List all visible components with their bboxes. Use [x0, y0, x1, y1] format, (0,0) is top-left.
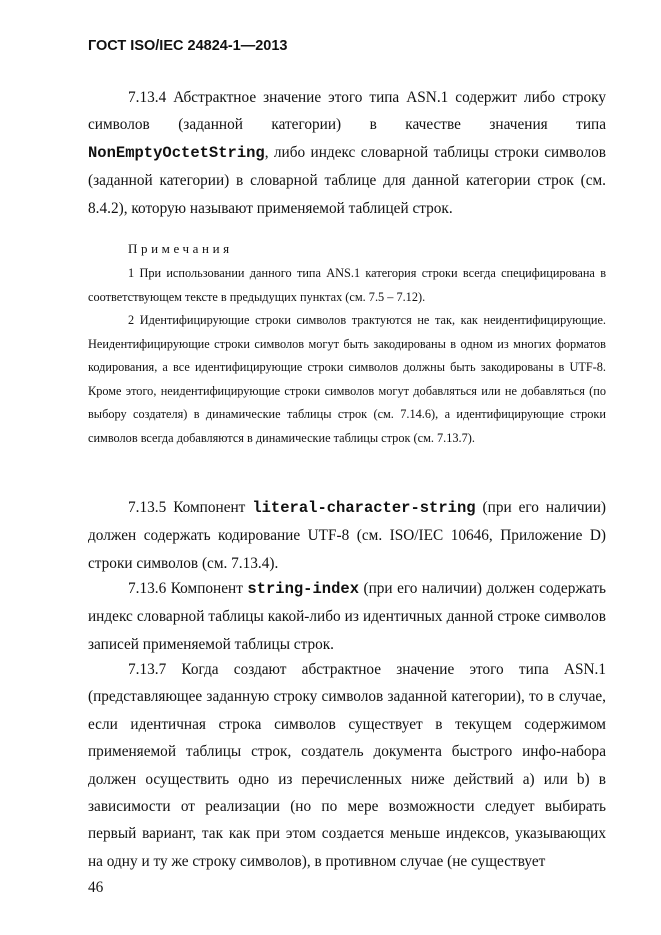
clause-7-13-4-text-b: , либо индекс словарной таблицы строки символов (заданной категории) в словарной таблице для данной категории строк (см. 8.4.2), которую называют применяемой таблицей строк.: [88, 143, 606, 217]
clause-7-13-6: [88, 575, 606, 658]
clause-7-13-5: [88, 494, 606, 577]
code-nonemptyoctetstring: NonEmptyOctetString: [88, 143, 265, 162]
code-string-index: string-index: [247, 580, 359, 598]
note-2: 2 Идентифицирующие строки символов трактуются не так, как неидентифицирующие. Неидентифицирующие строки символов могут быть закодированы в одном из многих форматов кодирования, а все идентифицирующие строки символов должны быть закодированы в UTF-8. Кроме этого, неидентифицирующие строки символов могут добавляться или не добавляться (по выбору создателя) в динамические таблицы строк (см. 7.14.6), а идентифицирующие строки символов всегда добавляются в динамические таблицы строк (см. 7.13.7).: [88, 313, 606, 445]
clause-7-13-5-text-b: (при его наличии) должен содержать кодирование UTF-8 (см. ISO/IEC 10646, Приложение D) строки символов (см. 7.13.4).: [88, 499, 606, 572]
clause-7-13-4-text-a: 7.13.4 Абстрактное значение этого типа ASN.1 содержит либо строку символов (заданной категории) в качестве значения типа: [88, 89, 606, 134]
document-header: ГОСТ ISO/IEC 24824-1—2013: [88, 38, 288, 54]
clause-7-13-5-text-a: 7.13.5 Компонент: [128, 499, 253, 516]
note-1: 1 При использовании данного типа ANS.1 категория строки всегда специфицирована в соответствующем тексте в предыдущих пунктах (см. 7.5 – 7.12).: [88, 266, 606, 304]
notes-title: Примечания: [128, 241, 233, 256]
clause-7-13-4: [88, 84, 606, 222]
clause-7-13-7: 7.13.7 Когда создают абстрактное значение этого типа ASN.1 (представляющее заданную строку символов заданной категории), то в случае, если идентичная строка символов существует в текущем содержимом применяемой таблицы строк, создатель документа быстрого инфо-набора должен осуществить одно из перечисленных ниже действий а) или b) в зависимости от реализации (но по мере возможности следует выбирать первый вариант, так как при этом создается меньше индексов, указывающих на одну и ту же строку символов), в противном случае (не существует: [88, 661, 606, 870]
page-number: 46: [88, 879, 104, 896]
code-literal-character-string: literal-character-string: [252, 499, 476, 517]
clause-7-13-6-text-a: 7.13.6 Компонент: [128, 580, 248, 597]
clause-7-13-6-text-b: (при его наличии) должен содержать индекс словарной таблицы какой-либо из идентичных данной строке символов записей применяемой таблицы строк.: [88, 580, 606, 653]
